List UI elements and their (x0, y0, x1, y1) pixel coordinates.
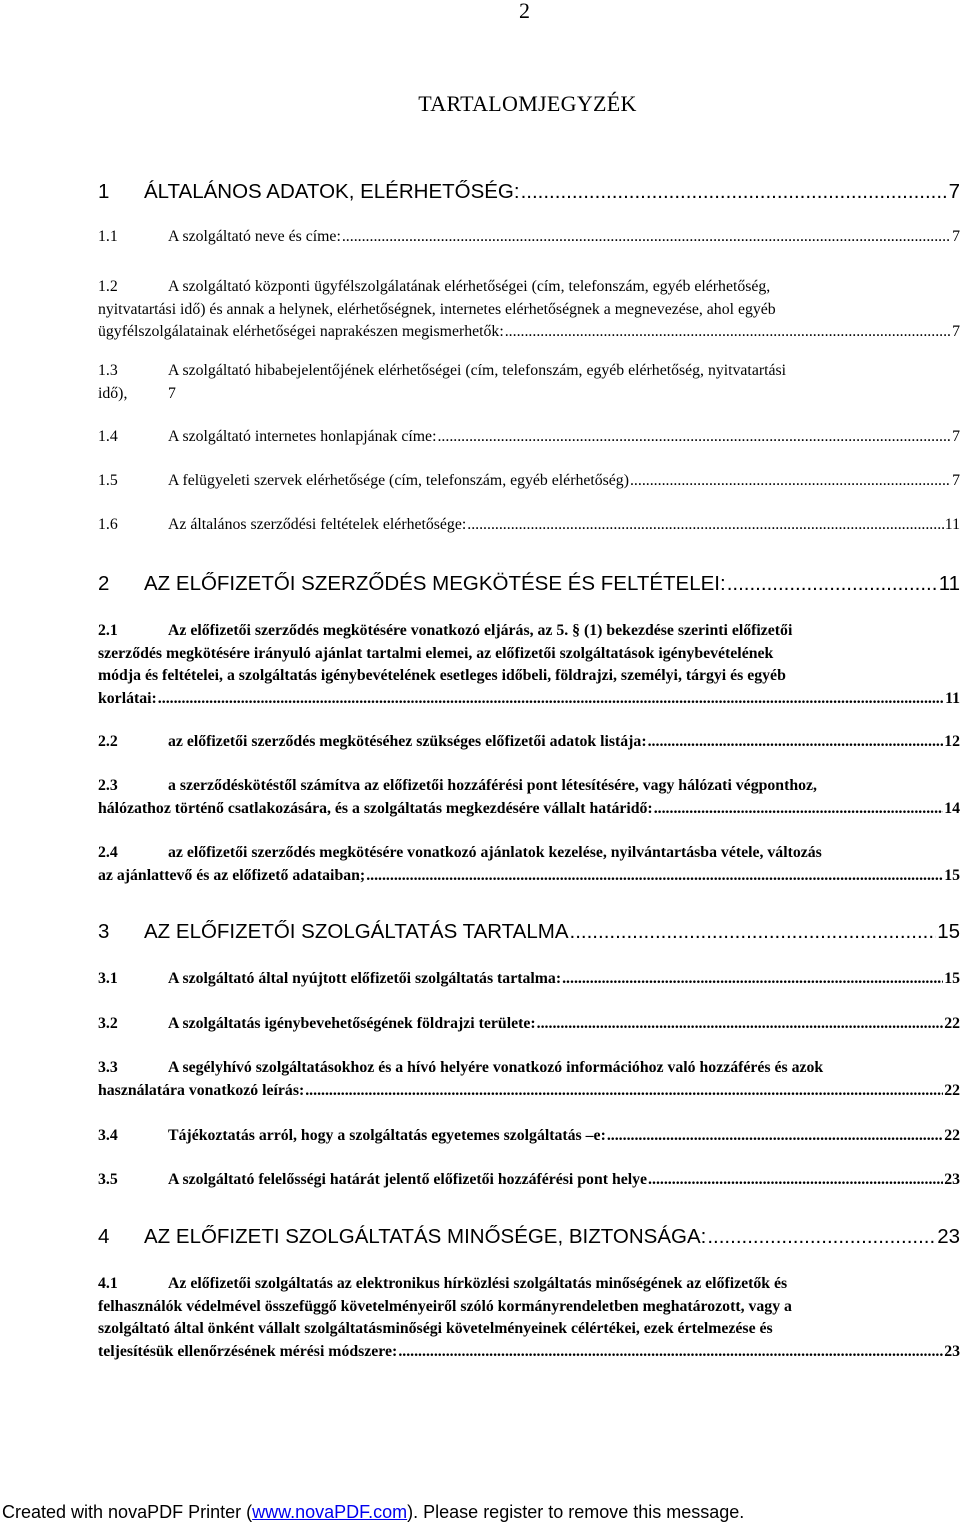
toc-entry-chapter-4[interactable] (98, 1225, 960, 1249)
toc-entry-number: 2.3 (98, 777, 118, 794)
toc-entry-number: 2.1 (98, 622, 118, 639)
toc-entry-page: 14 (944, 799, 960, 817)
toc-entry-page: 11 (944, 516, 960, 533)
toc-entry-title: AZ ELŐFIZETŐI SZOLGÁLTATÁS TARTALMA (144, 920, 569, 943)
watermark-footer (0, 1500, 960, 1529)
toc-entry-2-1[interactable] (98, 620, 960, 710)
toc-entry-title-line: használatára vonatkozó leírás: (98, 1081, 305, 1099)
toc-entry-title: Tájékoztatás arról, hogy a szolgáltatás egyetemes szolgáltatás –e: (168, 1127, 606, 1144)
toc-entry-title: A felügyeleti szervek elérhetősége (cím, telefonszám, egyéb elérhetőség) (168, 472, 629, 489)
toc-entry-title-line: A szolgáltató hibabejelentőjének elérhetőségei (cím, telefonszám, egyéb elérhetőség, nyitvatartási (168, 362, 787, 379)
toc-entry-page: 7 (948, 180, 960, 203)
toc-entry-page: 7 (952, 428, 960, 445)
toc-entry-title: ÁLTALÁNOS ADATOK, ELÉRHETŐSÉG: (144, 180, 520, 203)
toc-entry-number: 3 (98, 920, 110, 943)
toc-entry-number: 1.5 (98, 472, 118, 489)
toc-entry-title-line: a szerződéskötéstől számítva az előfizetői hozzáférési pont létesítésére, vagy hálózati végponthoz, (168, 777, 817, 794)
toc-entry-page: 23 (944, 1342, 960, 1360)
toc-entry-number: 4.1 (98, 1275, 118, 1292)
toc-entry-number: 1.4 (98, 428, 118, 445)
toc-entry-title-line: idő), (98, 384, 128, 402)
toc-entry-page: 7 (952, 228, 960, 245)
toc-entry-2-4[interactable] (98, 842, 960, 887)
toc-entry-number: 1.6 (98, 516, 118, 533)
toc-entry-number: 3.1 (98, 970, 118, 987)
toc-entry-title-line: A segélyhívó szolgáltatásokhoz és a hívó helyére vonatkozó információhoz való hozzáférés és azok (168, 1059, 824, 1076)
toc-entry-title-line: A szolgáltató központi ügyfélszolgálatának elérhetőségei (cím, telefonszám, egyéb elérhetőség, (168, 278, 771, 295)
footer-prefix: Created with novaPDF Printer ( (2, 1502, 253, 1522)
toc-entry-title-line: az előfizetői szerződés megkötésére vonatkozó ajánlatok kezelése, nyilvántartásba vétele, változás (168, 844, 822, 861)
toc-entry-title-line: ügyfélszolgálatainak elérhetőségei naprakészen megismerhetők: (98, 323, 504, 340)
toc-entry-4-1[interactable] (98, 1273, 960, 1363)
toc-entry-chapter-1[interactable] (98, 180, 960, 204)
toc-entry-title-line: korlátai: (98, 689, 157, 707)
toc-entry-page: 15 (944, 970, 960, 987)
toc-entry-number: 3.3 (98, 1059, 118, 1076)
toc-entry-1-1[interactable] (98, 226, 960, 249)
toc-entry-title-line: szolgáltató által önként vállalt szolgáltatásminőségi követelményeinek célértékei, ezek értelmezése és (98, 1320, 773, 1337)
toc-entry-title: Az általános szerződési feltételek elérhetősége: (168, 516, 467, 533)
toc-entry-1-4[interactable] (98, 426, 960, 449)
toc-entry-1-3[interactable] (98, 360, 960, 405)
toc-entry-title: az előfizetői szerződés megkötéséhez szükséges előfizetői adatok listája: (168, 733, 647, 750)
novapdf-link[interactable]: www.novaPDF.com (252, 1502, 408, 1522)
toc-entry-number: 3.4 (98, 1127, 118, 1144)
toc-entry-page: 23 (937, 1225, 960, 1248)
toc-entry-title-line: teljesítésük ellenőrzésének mérési módszere: (98, 1342, 398, 1360)
toc-entry-page: 7 (952, 323, 960, 340)
toc-entry-title: A szolgáltató neve és címe: (168, 228, 341, 245)
toc-entry-3-1[interactable] (98, 968, 960, 991)
toc-entry-1-5[interactable] (98, 470, 960, 493)
toc-entry-page: 22 (944, 1081, 960, 1099)
toc-entry-number: 1.1 (98, 228, 118, 245)
toc-entry-title-line: felhasználók védelmével összefüggő követelményeiről szóló kormányrendeletben meghatározott, vagy a (98, 1297, 792, 1315)
toc-entry-3-2[interactable] (98, 1013, 960, 1036)
toc-entry-page: 23 (944, 1171, 960, 1188)
toc-entry-title-line: Az előfizetői szolgáltatás az elektronikus hírközlési szolgáltatás minőségének az előfizetők és (168, 1275, 788, 1292)
toc-entry-page: 22 (944, 1015, 960, 1032)
toc-entry-2-3[interactable] (98, 775, 960, 820)
toc-entry-chapter-3[interactable] (98, 920, 960, 944)
toc-entry-page: 7 (952, 472, 960, 489)
toc-entry-page: 15 (944, 866, 960, 884)
toc-entry-number: 2.2 (98, 733, 118, 750)
toc-entry-page: 11 (945, 689, 960, 707)
toc-entry-number: 3.5 (98, 1171, 118, 1188)
toc-entry-title-line: nyitvatartási idő) és annak a helynek, elérhetőségnek, internetes elérhetőségnek a megnevezése, ahol egyéb (98, 300, 776, 318)
toc-entry-title-line: az ajánlattevő és az előfizető adataiban; (98, 866, 366, 884)
toc-entry-1-2[interactable] (98, 276, 960, 344)
page-number: 2 (519, 0, 530, 23)
toc-entry-title-line: hálózathoz történő csatlakozására, és a szolgáltatás megkezdésére vállalt határidő: (98, 799, 653, 817)
toc-entry-number: 1.2 (98, 278, 118, 295)
toc-entry-title-line: Az előfizetői szerződés megkötésére vonatkozó eljárás, az 5. § (1) bekezdése szerinti előfizetői (168, 622, 793, 639)
toc-entry-title: A szolgáltató internetes honlapjának címe: (168, 428, 437, 445)
toc-entry-3-5[interactable] (98, 1169, 960, 1192)
toc-entry-page: 12 (944, 733, 960, 750)
toc-entry-number: 1 (98, 180, 110, 203)
toc-entry-title: AZ ELŐFIZETŐI SZERZŐDÉS MEGKÖTÉSE ÉS FELTÉTELEI: (144, 572, 726, 595)
toc-entry-page: 7 (168, 384, 176, 402)
toc-entry-page: 22 (944, 1127, 960, 1144)
toc-entry-number: 2 (98, 572, 110, 595)
toc-entry-title: A szolgáltatás igénybevehetőségének földrajzi területe: (168, 1015, 536, 1032)
toc-entry-chapter-2[interactable] (98, 572, 960, 596)
toc-entry-title: AZ ELŐFIZETI SZOLGÁLTATÁS MINŐSÉGE, BIZTONSÁGA: (144, 1225, 707, 1248)
toc-entry-1-6[interactable] (98, 514, 960, 537)
toc-entry-2-2[interactable] (98, 731, 960, 754)
toc-entry-3-4[interactable] (98, 1125, 960, 1148)
toc-entry-number: 2.4 (98, 844, 118, 861)
toc-entry-number: 3.2 (98, 1015, 118, 1032)
toc-entry-number: 1.3 (98, 362, 118, 379)
toc-entry-title-line: módja és feltételei, a szolgáltatás igénybevételének esetleges időbeli, földrajzi, személyi, tárgyi és egyéb (98, 667, 786, 684)
toc-entry-title: A szolgáltató felelősségi határát jelentő előfizetői hozzáférési pont helye (168, 1171, 648, 1188)
toc-entry-title-line: szerződés megkötésére irányuló ajánlat tartalmi elemei, az előfizetői szolgáltatások igénybevételének (98, 644, 774, 662)
toc-entry-page: 11 (938, 572, 960, 595)
footer-suffix: ). Please register to remove this message. (407, 1502, 745, 1522)
toc-entry-page: 15 (937, 920, 960, 943)
toc-entry-3-3[interactable] (98, 1057, 960, 1102)
toc-entry-number: 4 (98, 1225, 110, 1248)
toc-entry-title: A szolgáltató által nyújtott előfizetői szolgáltatás tartalma: (168, 970, 562, 987)
page-title: TARTALOMJEGYZÉK (418, 91, 637, 116)
